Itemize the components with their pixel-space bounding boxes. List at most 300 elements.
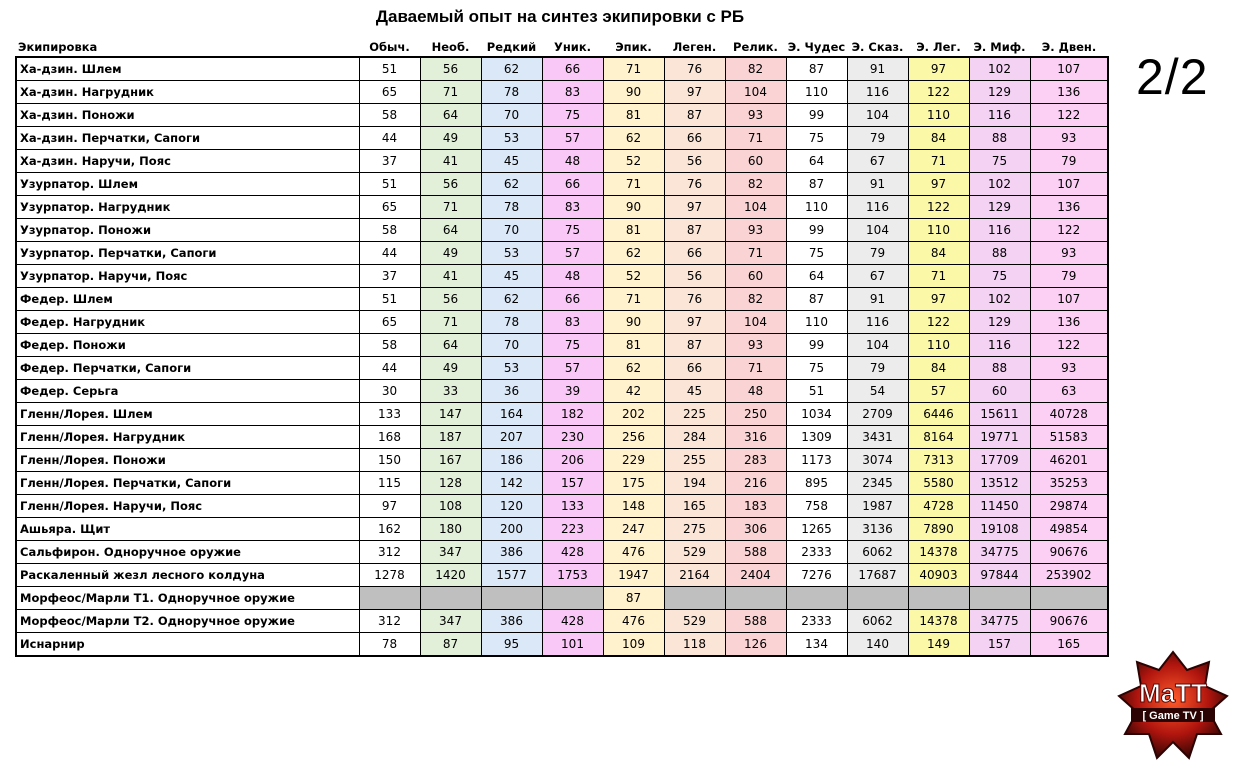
exp-value-cell: 1034 (786, 403, 847, 426)
exp-value-cell: 54 (847, 380, 908, 403)
equipment-name-cell: Гленн/Лорея. Перчатки, Сапоги (16, 472, 359, 495)
exp-value-cell: 71 (725, 127, 786, 150)
exp-value-cell: 186 (481, 449, 542, 472)
exp-value-cell: 247 (603, 518, 664, 541)
exp-value-cell: 62 (481, 173, 542, 196)
exp-value-cell: 116 (847, 196, 908, 219)
exp-value-cell: 386 (481, 541, 542, 564)
exp-value-cell: 51 (359, 57, 420, 81)
equipment-name-cell: Узурпатор. Поножи (16, 219, 359, 242)
exp-value-cell: 116 (969, 219, 1030, 242)
exp-value-cell: 35253 (1030, 472, 1108, 495)
table-row (16, 380, 1108, 403)
exp-value-cell: 87 (664, 219, 725, 242)
exp-value-cell: 253902 (1030, 564, 1108, 587)
equipment-name-cell: Узурпатор. Перчатки, Сапоги (16, 242, 359, 265)
table-row (16, 564, 1108, 587)
exp-value-cell (542, 587, 603, 610)
exp-value-cell: 90 (603, 311, 664, 334)
exp-value-cell: 52 (603, 150, 664, 173)
exp-value-cell: 225 (664, 403, 725, 426)
exp-value-cell: 428 (542, 610, 603, 633)
exp-value-cell (481, 587, 542, 610)
exp-value-cell: 250 (725, 403, 786, 426)
exp-value-cell: 82 (725, 288, 786, 311)
exp-value-cell: 122 (908, 196, 969, 219)
exp-value-cell: 165 (664, 495, 725, 518)
exp-value-cell: 116 (969, 104, 1030, 127)
exp-value-cell: 17709 (969, 449, 1030, 472)
exp-value-cell: 51 (359, 288, 420, 311)
table-row (16, 173, 1108, 196)
exp-value-cell: 76 (664, 57, 725, 81)
exp-value-cell: 1753 (542, 564, 603, 587)
exp-value-cell: 129 (969, 196, 1030, 219)
page-title: Даваемый опыт на синтез экипировки с РБ (375, 7, 745, 26)
equipment-name-cell: Ха-дзин. Наручи, Пояс (16, 150, 359, 173)
equipment-name-cell: Гленн/Лорея. Поножи (16, 449, 359, 472)
exp-value-cell: 45 (481, 150, 542, 173)
exp-value-cell: 14378 (908, 541, 969, 564)
exp-value-cell: 128 (420, 472, 481, 495)
exp-value-cell: 122 (908, 81, 969, 104)
exp-value-cell: 37 (359, 265, 420, 288)
exp-value-cell (786, 587, 847, 610)
exp-value-cell: 347 (420, 610, 481, 633)
exp-value-cell: 1420 (420, 564, 481, 587)
exp-value-cell: 175 (603, 472, 664, 495)
table-row (16, 150, 1108, 173)
exp-value-cell: 71 (603, 288, 664, 311)
exp-value-cell: 87 (664, 334, 725, 357)
exp-value-cell: 116 (847, 81, 908, 104)
exp-value-cell: 4728 (908, 495, 969, 518)
exp-value-cell: 2333 (786, 541, 847, 564)
exp-value-cell: 79 (847, 242, 908, 265)
exp-value-cell: 108 (420, 495, 481, 518)
exp-value-cell: 48 (542, 265, 603, 288)
exp-value-cell: 76 (664, 288, 725, 311)
exp-value-cell: 66 (664, 357, 725, 380)
exp-value-cell: 312 (359, 610, 420, 633)
exp-value-cell: 102 (969, 57, 1030, 81)
exp-value-cell: 87 (786, 173, 847, 196)
exp-value-cell (359, 587, 420, 610)
equipment-name-cell: Узурпатор. Наручи, Пояс (16, 265, 359, 288)
exp-value-cell: 7276 (786, 564, 847, 587)
equipment-name-cell: Гленн/Лорея. Нагрудник (16, 426, 359, 449)
exp-value-cell: 758 (786, 495, 847, 518)
exp-value-cell: 19771 (969, 426, 1030, 449)
exp-value-cell: 19108 (969, 518, 1030, 541)
exp-value-cell: 168 (359, 426, 420, 449)
exp-value-cell: 88 (969, 127, 1030, 150)
exp-value-cell: 79 (1030, 150, 1108, 173)
exp-value-cell: 129 (969, 81, 1030, 104)
exp-value-cell: 347 (420, 541, 481, 564)
exp-value-cell: 107 (1030, 288, 1108, 311)
exp-value-cell: 56 (420, 57, 481, 81)
exp-value-cell: 386 (481, 610, 542, 633)
exp-value-cell: 15611 (969, 403, 1030, 426)
exp-value-cell: 36 (481, 380, 542, 403)
exp-value-cell: 78 (359, 633, 420, 657)
exp-value-cell: 44 (359, 242, 420, 265)
exp-value-cell: 182 (542, 403, 603, 426)
table-row (16, 495, 1108, 518)
exp-value-cell: 70 (481, 219, 542, 242)
exp-value-cell: 62 (481, 288, 542, 311)
table-header-row (16, 37, 1108, 57)
exp-value-cell: 66 (664, 242, 725, 265)
exp-value-cell: 99 (786, 334, 847, 357)
exp-value-cell: 164 (481, 403, 542, 426)
equipment-name-cell: Иснарнир (16, 633, 359, 657)
exp-value-cell: 78 (481, 81, 542, 104)
exp-value-cell: 71 (420, 311, 481, 334)
matt-game-tv-logo (1117, 650, 1229, 762)
exp-value-cell: 70 (481, 334, 542, 357)
exp-value-cell: 206 (542, 449, 603, 472)
exp-value-cell: 120 (481, 495, 542, 518)
column-header: Э. Лег. (916, 39, 961, 54)
exp-value-cell: 110 (786, 196, 847, 219)
exp-value-cell: 57 (542, 242, 603, 265)
exp-value-cell: 428 (542, 541, 603, 564)
exp-value-cell: 157 (969, 633, 1030, 657)
exp-value-cell: 71 (725, 242, 786, 265)
exp-value-cell: 62 (481, 57, 542, 81)
column-header: Э. Чудес (787, 39, 846, 54)
column-header: Обыч. (369, 39, 410, 54)
exp-value-cell: 91 (847, 288, 908, 311)
column-header: Леген. (672, 39, 717, 54)
exp-value-cell: 2164 (664, 564, 725, 587)
column-header: Э. Миф. (973, 39, 1026, 54)
exp-value-cell: 6446 (908, 403, 969, 426)
table-row (16, 334, 1108, 357)
column-header: Необ. (431, 39, 470, 54)
exp-value-cell: 58 (359, 334, 420, 357)
table-row (16, 633, 1108, 657)
exp-value-cell: 83 (542, 196, 603, 219)
exp-value-cell: 63 (1030, 380, 1108, 403)
exp-value-cell: 110 (908, 219, 969, 242)
exp-value-cell: 71 (420, 196, 481, 219)
exp-value-cell: 136 (1030, 81, 1108, 104)
exp-value-cell: 97 (359, 495, 420, 518)
exp-value-cell: 56 (420, 288, 481, 311)
exp-value-cell: 97 (664, 196, 725, 219)
exp-value-cell: 66 (542, 288, 603, 311)
exp-value-cell: 75 (786, 242, 847, 265)
equipment-name-cell: Федер. Серьга (16, 380, 359, 403)
exp-value-cell: 283 (725, 449, 786, 472)
exp-value-cell: 476 (603, 610, 664, 633)
equipment-name-cell: Гленн/Лорея. Наручи, Пояс (16, 495, 359, 518)
exp-value-cell: 65 (359, 81, 420, 104)
exp-value-cell: 93 (1030, 127, 1108, 150)
exp-value-cell: 66 (542, 57, 603, 81)
exp-value-cell: 87 (420, 633, 481, 657)
exp-value-cell: 53 (481, 242, 542, 265)
exp-value-cell: 71 (420, 81, 481, 104)
exp-value-cell: 183 (725, 495, 786, 518)
exp-value-cell: 75 (786, 127, 847, 150)
exp-value-cell: 56 (420, 173, 481, 196)
exp-value-cell: 97 (664, 311, 725, 334)
exp-value-cell: 104 (847, 219, 908, 242)
exp-value-cell: 5580 (908, 472, 969, 495)
table-row (16, 541, 1108, 564)
exp-value-cell: 83 (542, 311, 603, 334)
exp-value-cell: 167 (420, 449, 481, 472)
exp-value-cell: 52 (603, 265, 664, 288)
exp-value-cell: 64 (420, 334, 481, 357)
exp-value-cell: 87 (786, 288, 847, 311)
exp-value-cell: 115 (359, 472, 420, 495)
exp-value-cell: 102 (969, 173, 1030, 196)
exp-value-cell: 122 (1030, 334, 1108, 357)
exp-value-cell: 229 (603, 449, 664, 472)
table-row (16, 472, 1108, 495)
exp-value-cell: 81 (603, 219, 664, 242)
exp-value-cell: 71 (603, 173, 664, 196)
exp-value-cell: 102 (969, 288, 1030, 311)
exp-value-cell: 40903 (908, 564, 969, 587)
exp-value-cell: 75 (542, 219, 603, 242)
exp-value-cell: 48 (725, 380, 786, 403)
exp-value-cell: 81 (603, 104, 664, 127)
exp-value-cell: 65 (359, 311, 420, 334)
exp-value-cell: 2709 (847, 403, 908, 426)
exp-value-cell: 256 (603, 426, 664, 449)
exp-value-cell: 64 (420, 219, 481, 242)
column-header: Экипировка (18, 39, 98, 54)
exp-value-cell: 118 (664, 633, 725, 657)
equipment-name-cell: Морфеос/Марли Т2. Одноручное оружие (16, 610, 359, 633)
exp-value-cell: 588 (725, 610, 786, 633)
exp-value-cell: 187 (420, 426, 481, 449)
table-row (16, 403, 1108, 426)
exp-value-cell: 104 (725, 311, 786, 334)
exp-value-cell: 58 (359, 219, 420, 242)
exp-value-cell: 93 (1030, 242, 1108, 265)
table-row (16, 587, 1108, 610)
exp-value-cell: 97 (908, 173, 969, 196)
exp-value-cell: 1987 (847, 495, 908, 518)
exp-value-cell: 13512 (969, 472, 1030, 495)
exp-value-cell: 91 (847, 173, 908, 196)
equipment-name-cell: Федер. Нагрудник (16, 311, 359, 334)
table-row (16, 196, 1108, 219)
exp-value-cell: 133 (359, 403, 420, 426)
exp-value-cell: 110 (786, 81, 847, 104)
exp-value-cell: 529 (664, 541, 725, 564)
table-row (16, 219, 1108, 242)
exp-value-cell: 34775 (969, 610, 1030, 633)
table-row (16, 311, 1108, 334)
exp-value-cell: 87 (664, 104, 725, 127)
exp-value-cell: 133 (542, 495, 603, 518)
exp-value-cell: 67 (847, 265, 908, 288)
exp-value-cell: 3431 (847, 426, 908, 449)
equipment-name-cell: Федер. Перчатки, Сапоги (16, 357, 359, 380)
exp-value-cell: 90 (603, 81, 664, 104)
exp-value-cell: 1947 (603, 564, 664, 587)
exp-value-cell: 476 (603, 541, 664, 564)
exp-value-cell: 207 (481, 426, 542, 449)
equipment-name-cell: Ха-дзин. Перчатки, Сапоги (16, 127, 359, 150)
exp-value-cell: 122 (1030, 219, 1108, 242)
exp-value-cell: 75 (969, 265, 1030, 288)
exp-value-cell: 91 (847, 57, 908, 81)
exp-value-cell: 180 (420, 518, 481, 541)
exp-value-cell: 162 (359, 518, 420, 541)
exp-value-cell: 60 (969, 380, 1030, 403)
exp-value-cell: 45 (481, 265, 542, 288)
exp-value-cell: 57 (542, 357, 603, 380)
column-header: Э. Двен. (1041, 39, 1097, 54)
exp-value-cell: 147 (420, 403, 481, 426)
exp-value-cell: 97 (908, 57, 969, 81)
logo-text: MaTT (1139, 678, 1207, 708)
exp-value-cell: 53 (481, 357, 542, 380)
logo-subtext: [ Game TV ] (1142, 710, 1204, 722)
exp-value-cell: 64 (786, 150, 847, 173)
exp-value-cell: 97844 (969, 564, 1030, 587)
exp-value-cell: 64 (420, 104, 481, 127)
exp-value-cell: 90676 (1030, 541, 1108, 564)
table-row (16, 81, 1108, 104)
exp-value-cell: 75 (969, 150, 1030, 173)
exp-value-cell: 60 (725, 150, 786, 173)
exp-value-cell: 49 (420, 357, 481, 380)
exp-value-cell: 66 (664, 127, 725, 150)
exp-value-cell: 57 (908, 380, 969, 403)
exp-value-cell: 44 (359, 127, 420, 150)
equipment-name-cell: Ха-дзин. Шлем (16, 57, 359, 81)
exp-value-cell: 78 (481, 196, 542, 219)
table-row (16, 57, 1108, 81)
exp-value-cell: 1278 (359, 564, 420, 587)
exp-value-cell (725, 587, 786, 610)
exp-value-cell: 126 (725, 633, 786, 657)
equipment-name-cell: Раскаленный жезл лесного колдуна (16, 564, 359, 587)
exp-value-cell: 30 (359, 380, 420, 403)
exp-value-cell: 104 (725, 81, 786, 104)
exp-value-cell: 895 (786, 472, 847, 495)
exp-value-cell: 7890 (908, 518, 969, 541)
exp-value-cell: 60 (725, 265, 786, 288)
exp-value-cell: 87 (603, 587, 664, 610)
exp-value-cell: 93 (725, 334, 786, 357)
exp-value-cell: 41 (420, 150, 481, 173)
exp-value-cell: 29874 (1030, 495, 1108, 518)
table-row (16, 518, 1108, 541)
table-row (16, 288, 1108, 311)
exp-value-cell: 275 (664, 518, 725, 541)
exp-value-cell (908, 587, 969, 610)
exp-value-cell: 88 (969, 242, 1030, 265)
exp-value-cell: 95 (481, 633, 542, 657)
exp-value-cell: 107 (1030, 173, 1108, 196)
equipment-name-cell: Узурпатор. Нагрудник (16, 196, 359, 219)
exp-value-cell (1030, 587, 1108, 610)
exp-value-cell: 99 (786, 219, 847, 242)
exp-value-cell: 148 (603, 495, 664, 518)
exp-value-cell: 97 (664, 81, 725, 104)
exp-value-cell: 57 (542, 127, 603, 150)
exp-value-cell: 104 (847, 334, 908, 357)
exp-value-cell: 53 (481, 127, 542, 150)
exp-value-cell: 84 (908, 357, 969, 380)
exp-value-cell: 48 (542, 150, 603, 173)
column-header: Уник. (553, 39, 592, 54)
column-header: Э. Сказ. (851, 39, 904, 54)
exp-value-cell: 37 (359, 150, 420, 173)
exp-value-cell: 200 (481, 518, 542, 541)
exp-value-cell: 51 (359, 173, 420, 196)
exp-value-cell: 109 (603, 633, 664, 657)
table-row (16, 449, 1108, 472)
column-header: Релик. (733, 39, 778, 54)
exp-value-cell: 223 (542, 518, 603, 541)
exp-value-cell: 93 (1030, 357, 1108, 380)
exp-value-cell: 79 (847, 357, 908, 380)
exp-value-cell: 6062 (847, 541, 908, 564)
exp-value-cell: 71 (603, 57, 664, 81)
exp-value-cell: 93 (725, 104, 786, 127)
synthesis-exp-table (15, 37, 1109, 657)
equipment-name-cell: Сальфирон. Одноручное оружие (16, 541, 359, 564)
exp-value-cell: 75 (542, 334, 603, 357)
exp-value-cell (420, 587, 481, 610)
exp-value-cell: 3136 (847, 518, 908, 541)
exp-value-cell: 93 (725, 219, 786, 242)
exp-value-cell: 87 (786, 57, 847, 81)
exp-value-cell: 62 (603, 242, 664, 265)
exp-value-cell: 306 (725, 518, 786, 541)
exp-value-cell: 67 (847, 150, 908, 173)
exp-value-cell: 11450 (969, 495, 1030, 518)
exp-value-cell: 82 (725, 57, 786, 81)
exp-value-cell: 1265 (786, 518, 847, 541)
table-row (16, 104, 1108, 127)
exp-value-cell: 2404 (725, 564, 786, 587)
exp-value-cell: 41 (420, 265, 481, 288)
exp-value-cell: 90 (603, 196, 664, 219)
exp-value-cell: 99 (786, 104, 847, 127)
exp-value-cell: 84 (908, 242, 969, 265)
exp-value-cell: 33 (420, 380, 481, 403)
table-row (16, 426, 1108, 449)
table-row (16, 242, 1108, 265)
exp-value-cell: 316 (725, 426, 786, 449)
exp-value-cell: 70 (481, 104, 542, 127)
exp-value-cell: 62 (603, 127, 664, 150)
page-indicator: 2/2 (1136, 49, 1209, 105)
exp-value-cell: 150 (359, 449, 420, 472)
exp-value-cell: 110 (908, 334, 969, 357)
exp-value-cell: 44 (359, 357, 420, 380)
exp-value-cell: 2333 (786, 610, 847, 633)
exp-value-cell: 202 (603, 403, 664, 426)
exp-value-cell: 194 (664, 472, 725, 495)
exp-value-cell: 75 (542, 104, 603, 127)
exp-value-cell: 81 (603, 334, 664, 357)
equipment-name-cell: Гленн/Лорея. Шлем (16, 403, 359, 426)
